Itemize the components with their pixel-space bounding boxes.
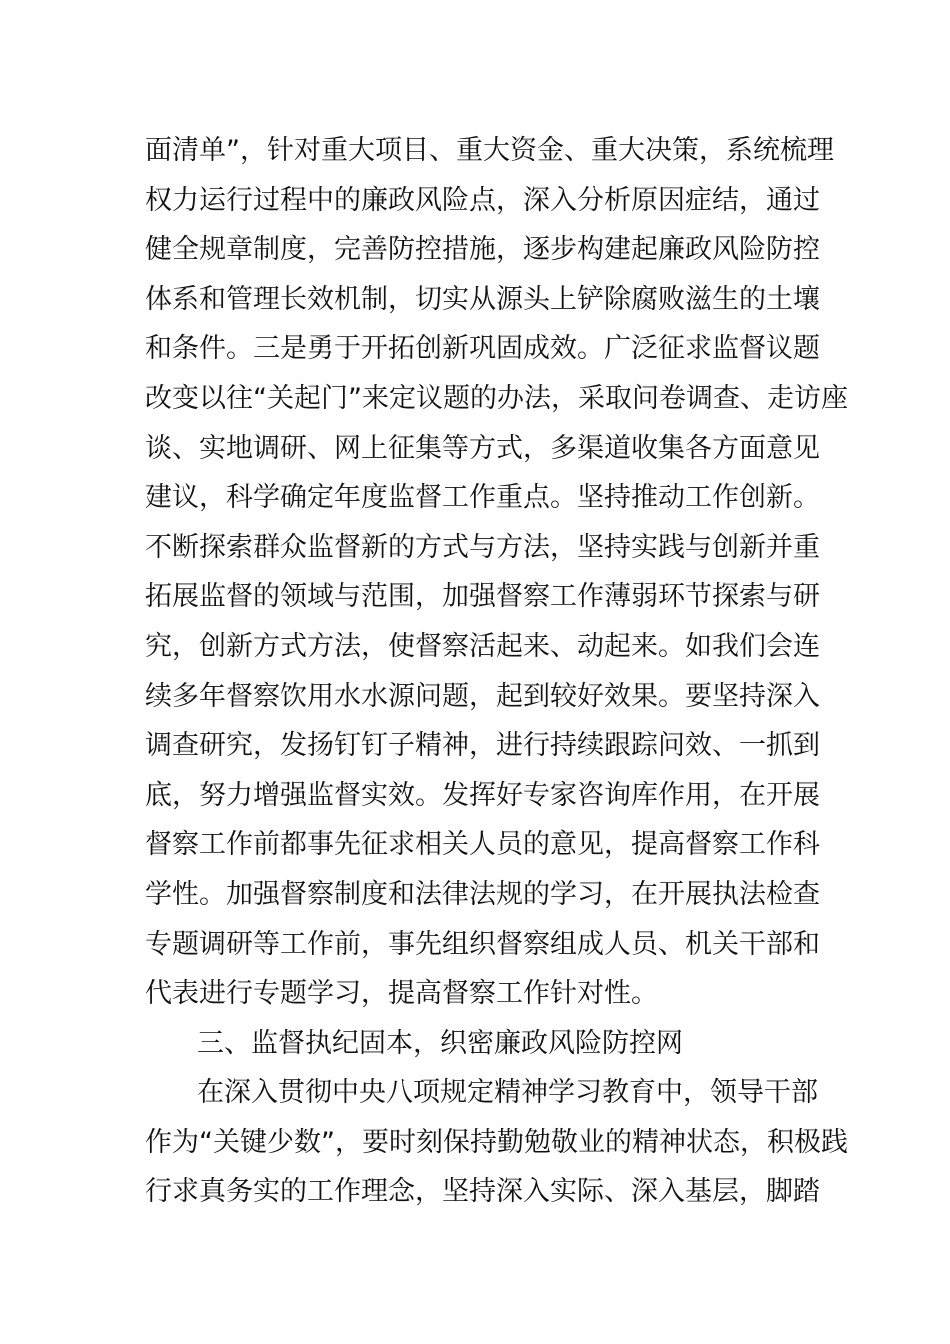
body-line: 面清单”，针对重大项目、重大资金、重大决策，系统梳理 bbox=[145, 135, 834, 166]
body-line: 续多年督察饮用水水源问题，起到较好效果。要坚持深入 bbox=[145, 680, 820, 712]
body-line: 权力运行过程中的廉政风险点，深入分析原因症结，通过 bbox=[145, 184, 820, 216]
body-line: 谈、实地调研、网上征集等方式，多渠道收集各方面意见 bbox=[145, 432, 820, 464]
body-line: 体系和管理长效机制，切实从源头上铲除腐败滋生的土壤 bbox=[145, 283, 820, 315]
body-line: 专题调研等工作前，事先组织督察组成人员、机关干部和 bbox=[145, 928, 820, 960]
document-body bbox=[145, 126, 848, 1217]
body-line: 行求真务实的工作理念，坚持深入实际、深入基层，脚踏 bbox=[145, 1176, 820, 1208]
body-line: 究，创新方式方法，使督察活起来、动起来。如我们会连 bbox=[145, 630, 820, 662]
section-heading: 三、监督执纪固本，织密廉政风险防控网 bbox=[197, 1027, 683, 1059]
body-line: 在深入贯彻中央八项规定精神学习教育中，领导干部 bbox=[197, 1077, 818, 1109]
body-line: 调查研究，发扬钉钉子精神，进行持续跟踪问效、一抓到 bbox=[145, 730, 820, 762]
body-line: 督察工作前都事先征求相关人员的意见，提高督察工作科 bbox=[145, 829, 820, 861]
body-line: 改变以往“关起门”来定议题的办法，采取问卷调查、走访座 bbox=[145, 382, 848, 414]
body-line: 拓展监督的领域与范围，加强督察工作薄弱环节探索与研 bbox=[145, 581, 820, 613]
body-line: 作为“关键少数”，要时刻保持勤勉敬业的精神状态，积极践 bbox=[145, 1126, 848, 1158]
body-line: 和条件。三是勇于开拓创新巩固成效。广泛征求监督议题 bbox=[145, 333, 820, 365]
body-line: 健全规章制度，完善防控措施，逐步构建起廉政风险防控 bbox=[145, 234, 820, 266]
body-line: 建议，科学确定年度监督工作重点。坚持推动工作创新。 bbox=[145, 482, 820, 514]
body-line: 底，努力增强监督实效。发挥好专家咨询库作用，在开展 bbox=[145, 779, 820, 811]
body-line: 不断探索群众监督新的方式与方法，坚持实践与创新并重 bbox=[145, 531, 820, 563]
body-line: 代表进行专题学习，提高督察工作针对性。 bbox=[145, 978, 658, 1010]
body-line: 学性。加强督察制度和法律法规的学习，在开展执法检查 bbox=[145, 878, 820, 910]
